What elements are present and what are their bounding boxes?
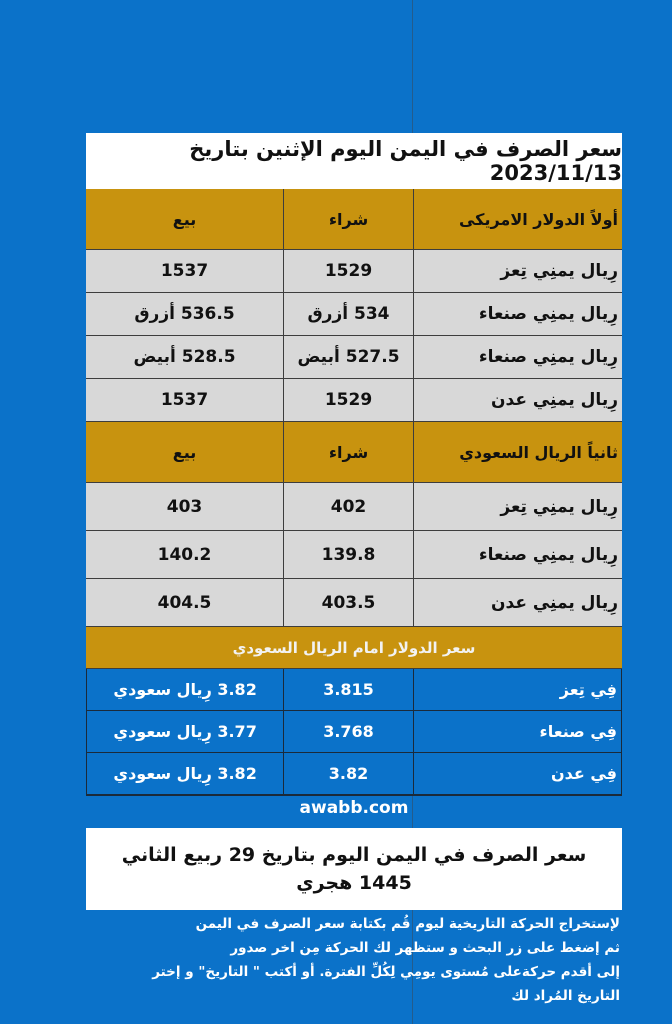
sell-header: بيع xyxy=(172,209,197,229)
rate-value: 3.815 xyxy=(283,669,413,710)
row-label: رِيال يمنِي تِعز xyxy=(413,483,622,530)
sell-value: 1537 xyxy=(160,390,209,410)
table-row xyxy=(86,379,622,422)
buy-value: 402 xyxy=(283,483,413,530)
exchange-rate-table xyxy=(86,133,622,796)
dollar-header-row xyxy=(86,189,622,250)
sell-header: بيع xyxy=(172,442,197,462)
saudi-section-label: ثانياً الريال السعودي xyxy=(413,422,622,482)
row-label: رِيال يمنِي تِعز xyxy=(413,250,622,292)
cross-rate-header: سعر الدولار امام الريال السعودي xyxy=(86,627,622,669)
instruction-line: إلى أقدم حركةعلى مُستوى يومِي لِكُلِّ الفترة. أو أكتب " التاريخ" و إختر xyxy=(152,964,620,980)
rate-rounded: 3.82 رِيال سعودي xyxy=(113,680,257,699)
table-row xyxy=(86,579,622,627)
rate-rounded: 3.82 رِيال سعودي xyxy=(113,764,257,783)
cross-rate-block xyxy=(86,669,622,796)
table-row xyxy=(87,711,621,753)
table-row xyxy=(86,250,622,293)
rate-value: 3.82 xyxy=(283,753,413,794)
sell-value: 404.5 xyxy=(157,592,212,613)
row-label: فِي تِعز xyxy=(413,669,621,710)
table-row xyxy=(87,753,621,795)
instruction-line: لإستخراج الحركة التاريخية ليوم قُم بكتابة سعر الصرف في اليمن xyxy=(195,916,620,932)
table-row xyxy=(86,336,622,379)
buy-value: 1529 xyxy=(283,379,413,421)
sell-value: 528.5 أبيض xyxy=(133,347,236,367)
row-label: رِيال يمنِي صنعاء xyxy=(413,336,622,378)
buy-value: 534 أزرق xyxy=(283,293,413,335)
row-label: فِي صنعاء xyxy=(413,711,621,752)
rate-value: 3.768 xyxy=(283,711,413,752)
buy-value: 139.8 xyxy=(283,531,413,578)
row-label: رِيال يمنِي عدن xyxy=(413,579,622,626)
buy-value: 1529 xyxy=(283,250,413,292)
table-row xyxy=(86,531,622,579)
instructions xyxy=(100,912,620,1008)
row-label: رِيال يمنِي صنعاء xyxy=(413,293,622,335)
sell-value: 536.5 أزرق xyxy=(134,304,235,324)
sell-value: 403 xyxy=(166,496,203,517)
saudi-header-row xyxy=(86,422,622,483)
table-row xyxy=(86,293,622,336)
row-label: رِيال يمنِي صنعاء xyxy=(413,531,622,578)
row-label: رِيال يمنِي عدن xyxy=(413,379,622,421)
dollar-section-label: أولاً الدولار الامريكى xyxy=(413,189,622,249)
hijri-title: سعر الصرف في اليمن اليوم بتاريخ 29 ربيع الثاني 1445 هجري xyxy=(86,828,622,910)
sell-value: 1537 xyxy=(160,261,209,281)
page-title: سعر الصرف في اليمن اليوم الإثنين بتاريخ 2023/11/13 xyxy=(86,133,622,189)
table-row xyxy=(86,483,622,531)
table-row xyxy=(87,669,621,711)
row-label: فِي عدن xyxy=(413,753,621,794)
website-label: awabb.com xyxy=(299,798,409,818)
rate-rounded: 3.77 رِيال سعودي xyxy=(113,722,257,741)
buy-header: شراء xyxy=(283,422,413,482)
instruction-line: ثم إضغط على زر البحث و ستظهر لك الحركة مِن اخر صدور xyxy=(230,940,620,956)
buy-value: 403.5 xyxy=(283,579,413,626)
sell-value: 140.2 xyxy=(157,544,212,565)
buy-value: 527.5 أبيض xyxy=(283,336,413,378)
instruction-line: التاريخ المُراد لك xyxy=(511,988,620,1004)
buy-header: شراء xyxy=(283,189,413,249)
